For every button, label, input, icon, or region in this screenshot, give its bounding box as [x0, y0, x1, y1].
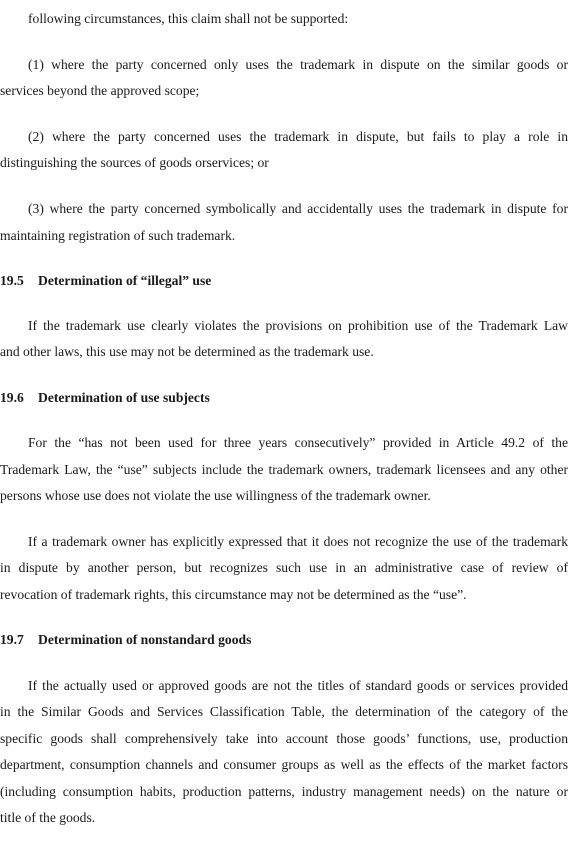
paragraph-line: title of the goods. — [0, 810, 96, 825]
paragraph-line: If a trademark owner has explicitly expressed that it does not recognize the use of the trademark — [28, 534, 568, 549]
paragraph-line: (1) where the party concerned only uses the trademark in dispute on the similar goods or — [28, 57, 568, 72]
paragraph-line: and other laws, this use may not be determined as the trademark use. — [0, 344, 374, 359]
paragraph-line: Trademark Law, the “use” subjects include the trademark owners, trademark licensees and any other — [0, 462, 568, 477]
paragraph-line: following circumstances, this claim shall not be supported: — [28, 11, 349, 26]
section-title: Determination of “illegal” use — [38, 273, 212, 288]
paragraph-line: (2) where the party concerned uses the trademark in dispute, but fails to play a role in — [28, 129, 568, 144]
section-title: Determination of nonstandard goods — [38, 632, 252, 647]
paragraph-line: maintaining registration of such trademark. — [0, 228, 236, 243]
paragraph-line: services beyond the approved scope; — [0, 83, 200, 98]
paragraph-line: If the actually used or approved goods are not the titles of standard goods or services provided — [28, 678, 568, 693]
paragraph-line: (including consumption habits, production patterns, industry management needs) on the nature or — [0, 784, 568, 799]
section-heading — [0, 272, 211, 289]
paragraph-line: For the “has not been used for three years consecutively” provided in Article 49.2 of the — [28, 435, 568, 450]
paragraph-line: specific goods shall comprehensively take into account those goods’ functions, use, production — [0, 731, 568, 746]
paragraph-line: distinguishing the sources of goods orservices; or — [0, 155, 269, 170]
paragraph-line: (3) where the party concerned symbolically and accidentally uses the trademark in dispute for — [28, 201, 568, 216]
section-number: 19.7 — [0, 632, 24, 647]
section-number: 19.6 — [0, 390, 24, 405]
section-heading — [0, 389, 210, 406]
section-title: Determination of use subjects — [38, 390, 210, 405]
paragraph-line: in dispute by another person, but recognizes such use in an administrative case of review of — [0, 560, 568, 575]
paragraph-line: persons whose use does not violate the use willingness of the trademark owner. — [0, 488, 431, 503]
paragraph-line: department, consumption channels and consumer groups as well as the effects of the market factors — [0, 757, 568, 772]
section-heading — [0, 631, 251, 648]
paragraph-line: If the trademark use clearly violates the provisions on prohibition use of the Trademark Law — [28, 318, 568, 333]
paragraph-line: revocation of trademark rights, this circumstance may not be determined as the “use”. — [0, 587, 467, 602]
paragraph-line: in the Similar Goods and Services Classification Table, the determination of the category of the — [0, 704, 568, 719]
section-number: 19.5 — [0, 273, 24, 288]
